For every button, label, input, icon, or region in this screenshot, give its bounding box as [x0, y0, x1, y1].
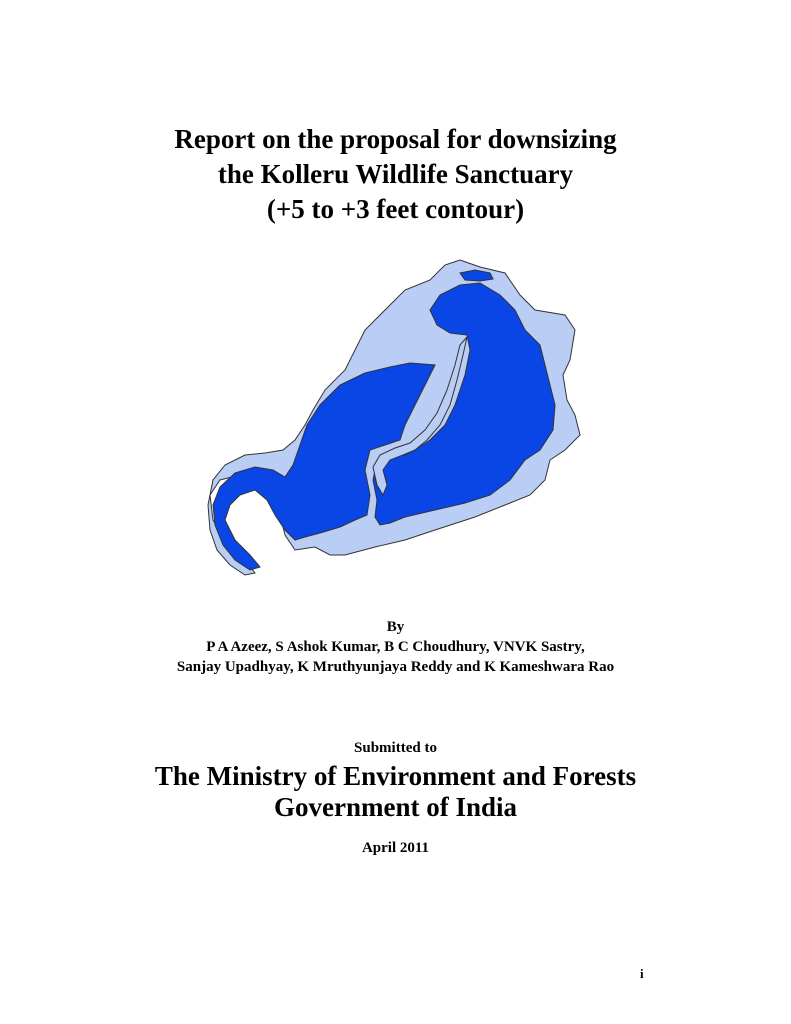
byline [0, 617, 791, 677]
authors-line-1: P A Azeez, S Ashok Kumar, B C Choudhury, VNVK Sastry, [206, 639, 585, 655]
title-line-1: Report on the proposal for downsizing [174, 124, 617, 154]
submitted-to-label: Submitted to [354, 740, 437, 756]
title-line-2: the Kolleru Wildlife Sanctuary [217, 159, 574, 189]
report-title [0, 122, 791, 227]
page-number: i [640, 966, 644, 981]
report-date: April 2011 [361, 840, 430, 856]
kolleru-lake-map-icon [205, 255, 585, 585]
authors-line-2: Sanjay Upadhyay, K Mruthyunjaya Reddy and K Kameshwara Rao [176, 659, 615, 675]
ministry-name [0, 761, 791, 823]
title-line-3: (+5 to +3 feet contour) [266, 194, 525, 224]
ministry-line-2: Government of India [274, 792, 517, 822]
by-label: By [386, 619, 405, 635]
ministry-line-1: The Ministry of Environment and Forests [154, 761, 637, 791]
